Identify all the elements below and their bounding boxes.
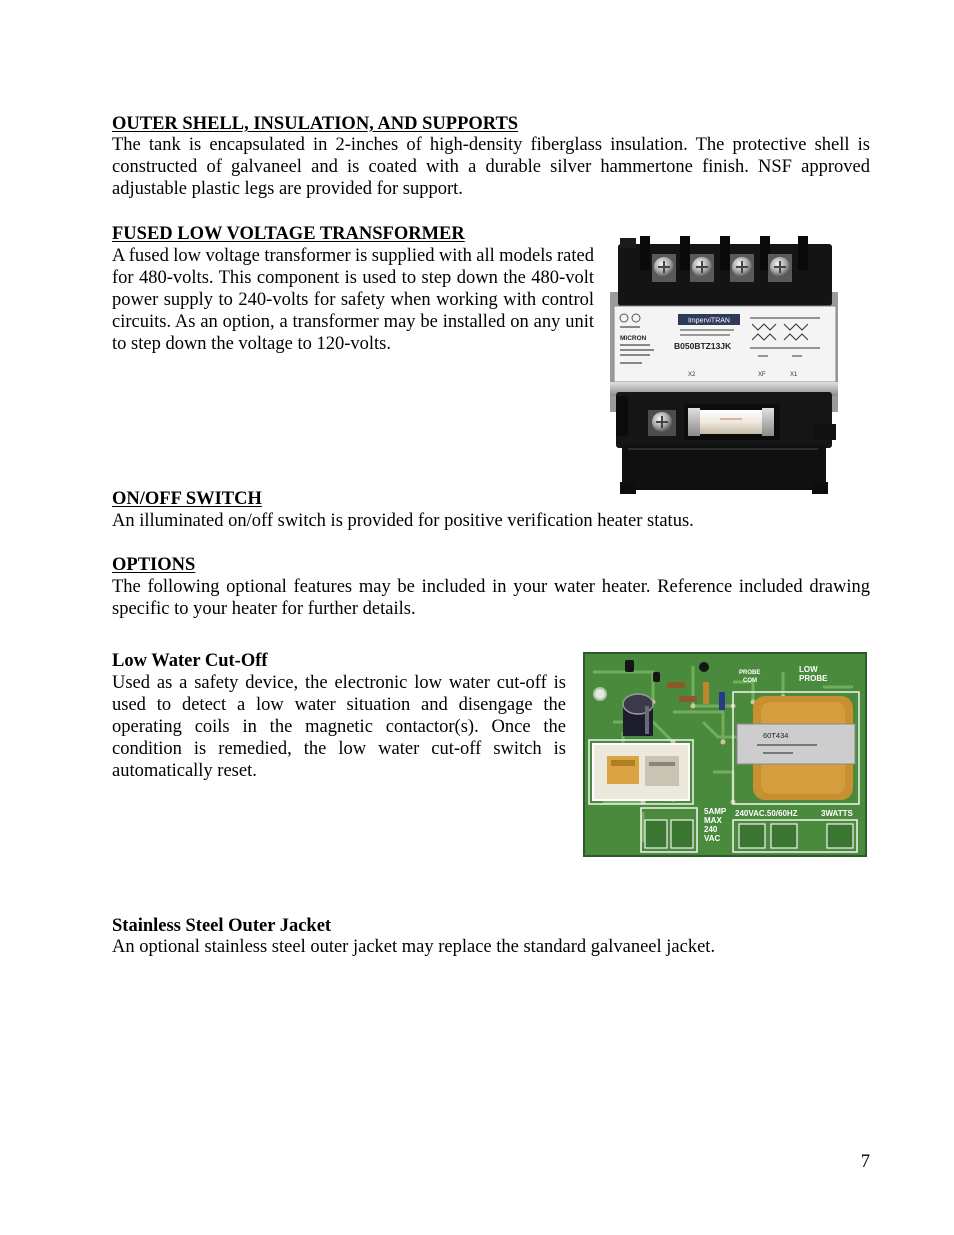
transformer-label-plate xyxy=(614,306,836,382)
board-transformer xyxy=(737,696,855,800)
terminal-screw xyxy=(770,257,790,277)
transformer-base xyxy=(620,444,828,494)
capacitor xyxy=(623,694,653,736)
board-rating-text: 240VAC.50/60HZ xyxy=(735,809,798,818)
subheading-stainless-jacket: Stainless Steel Outer Jacket xyxy=(112,916,332,936)
paragraph-line: specific to your heater for further details. xyxy=(112,599,416,620)
paragraph-options xyxy=(112,576,870,620)
relay-rating-line-1: 5AMP xyxy=(704,807,727,816)
probe-com-text-1: PROBE xyxy=(739,670,761,676)
paragraph-line: operating coils in the magnetic contactor(s). Once the xyxy=(112,717,566,738)
fuse xyxy=(688,408,774,436)
low-water-cutoff-board-photo xyxy=(583,652,867,857)
paragraph-line: condition is remedied, the low water cut-off switch is xyxy=(112,739,566,760)
relay xyxy=(593,744,689,800)
paragraph-line: power supply to 240-volts for safety when working with control xyxy=(112,290,594,311)
paragraph-line: constructed of galvaneel and is coated with a durable silver hammertone finish. NSF approved xyxy=(112,157,870,178)
paragraph-line: An illuminated on/off switch is provided for positive verification heater status. xyxy=(112,511,694,531)
relay-rating-line-4: VAC xyxy=(704,834,721,843)
paragraph-low-water-cutoff xyxy=(112,672,566,782)
mounting-hole xyxy=(594,688,606,700)
paragraph-line: The following optional features may be included in your water heater. Reference included drawing xyxy=(112,577,870,597)
section-heading-on-off-switch: ON/OFF SWITCH xyxy=(112,489,262,509)
section-heading-transformer: FUSED LOW VOLTAGE TRANSFORMER xyxy=(112,224,465,244)
paragraph-line: automatically reset. xyxy=(112,761,257,782)
terminal-screw xyxy=(692,257,712,277)
transformer-maker-text: MICRON xyxy=(620,335,647,342)
transformer-part-number: B050BTZ13JK xyxy=(674,341,732,351)
paragraph-line: The tank is encapsulated in 2-inches of high-density fiberglass insulation. The protective shell is xyxy=(112,135,870,155)
top-terminal-block xyxy=(618,236,832,306)
subheading-low-water-cutoff: Low Water Cut-Off xyxy=(112,651,268,671)
terminal-screw xyxy=(732,257,752,277)
board-transformer-code: 60T434 xyxy=(763,731,789,740)
terminal-xf-label: XF xyxy=(758,372,766,378)
paragraph-outer-shell xyxy=(112,134,870,200)
paragraph-line: Used as a safety device, the electronic low water cut-off is xyxy=(112,673,566,693)
paragraph-line: A fused low voltage transformer is supplied with all models rated xyxy=(112,246,594,266)
paragraph-line: used to detect a low water situation and disengage the xyxy=(112,695,566,716)
probe-com-text-2: COM xyxy=(743,678,757,684)
terminal-x1-label: X1 xyxy=(790,372,798,378)
board-watts-text: 3WATTS xyxy=(821,809,853,818)
low-probe-text-1: LOW xyxy=(799,665,818,674)
transformer-photo xyxy=(608,232,840,497)
section-heading-options: OPTIONS xyxy=(112,555,196,575)
paragraph-transformer xyxy=(112,245,594,355)
transformer-brand-text: ImperviTRAN xyxy=(687,317,731,325)
terminal-x2-label: X2 xyxy=(688,372,696,378)
section-heading-outer-shell: OUTER SHELL, INSULATION, AND SUPPORTS xyxy=(112,114,519,134)
terminal-tab xyxy=(814,424,836,440)
terminal-screw xyxy=(654,257,674,277)
paragraph-line: to step down the voltage to 120-volts. xyxy=(112,334,392,355)
low-probe-text-2: PROBE xyxy=(799,674,828,683)
paragraph-line: for 480-volts. This component is used to step down the 480-volt xyxy=(112,268,594,289)
paragraph-on-off-switch xyxy=(112,510,694,532)
paragraph-stainless-jacket xyxy=(112,936,715,958)
relay-rating-line-3: 240 xyxy=(704,825,718,834)
paragraph-line: An optional stainless steel outer jacket may replace the standard galvaneel jacket. xyxy=(112,937,716,957)
paragraph-line: circuits. As an option, a transformer may be installed on any unit xyxy=(112,312,594,333)
paragraph-line: adjustable plastic legs are provided for support. xyxy=(112,179,463,200)
page-number: 7 xyxy=(860,1152,870,1172)
relay-rating-line-2: MAX xyxy=(704,816,722,825)
